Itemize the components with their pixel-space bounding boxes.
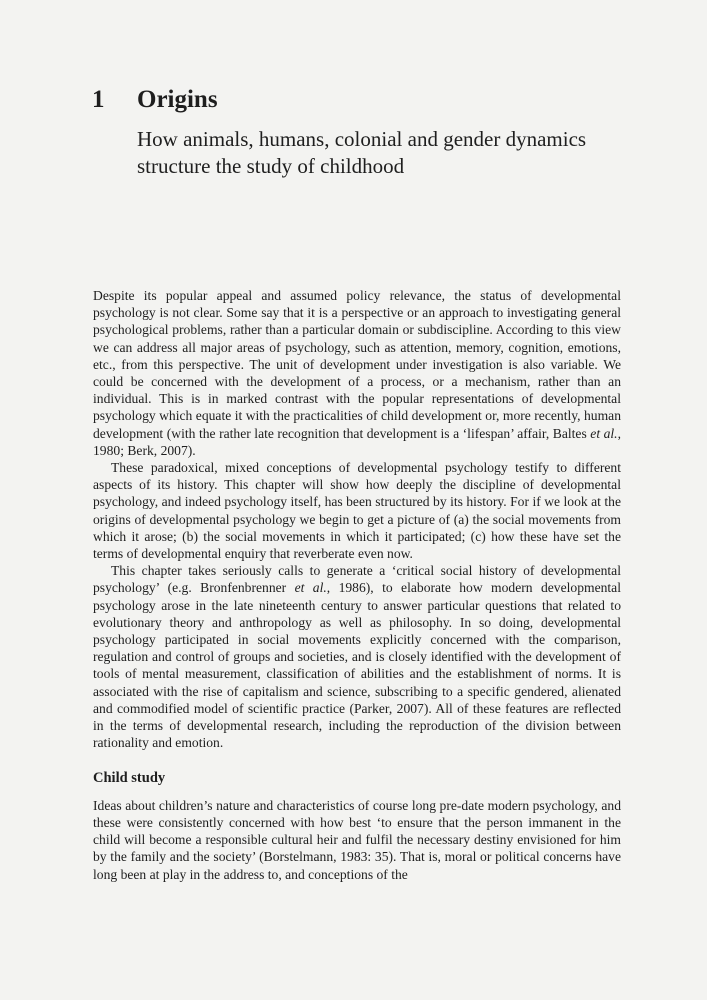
section-heading: Child study (93, 770, 166, 787)
paragraph-1: Despite its popular appeal and assumed policy relevance, the status of developmental psychology is not clear. Some say that it is a perspective or an approach to investigating general psychological problems, rather than a particular domain or subdiscipline. According to this view we can address all major areas of psychology, such as attention, memory, cognition, emotions, etc., from this perspective. The unit of development under investigation is also variable. We could be concerned with the development of a process, or a mechanism, rather than an individual. This is in marked contrast with the popular representations of developmental psychology which equate it with the practicalities of child development or, more recently, human development (with the rather late recognition that development is a ‘lifespan’ affair, Baltes et al., 1980; Berk, 2007). (93, 288, 621, 458)
paragraph-2: These paradoxical, mixed conceptions of developmental psychology testify to different aspects of its history. This chapter will show how deeply the discipline of developmental psychology, and indeed psychology itself, has been structured by its history. For if we look at the origins of developmental psychology we begin to get a picture of (a) the social movements from which it arose; (b) the social movements in which it participated; (c) how these have set the terms of developmental enquiry that reverberate even now. (93, 460, 621, 562)
section-paragraph: Ideas about children’s nature and characteristics of course long pre-date modern psychology, and these were consistently concerned with how best ‘to ensure that the person immanent in the child will become a responsible cultural heir and fulfil the necessary destiny envisioned for him by the family and the society’ (Borstelmann, 1983: 35). That is, moral or political concerns have long been at play in the address to, and conceptions of the (93, 797, 621, 882)
chapter-number: 1 (92, 86, 105, 113)
body-text (93, 287, 621, 883)
chapter-title: Origins (137, 86, 218, 113)
chapter-subtitle: How animals, humans, colonial and gender dynamics structure the study of childhood (137, 127, 587, 178)
chapter-heading (92, 86, 218, 114)
paragraph-3: This chapter takes seriously calls to generate a ‘critical social history of developmental psychology’ (e.g. Bronfenbrenner et al., 1986), to elaborate how modern developmental psychology arose in the late nineteenth century to answer particular questions that related to evolutionary theory and anthropology as well as philosophy. In so doing, developmental psychology participated in social movements explicitly concerned with the comparison, regulation and control of groups and societies, and is closely identified with the development of tools of mental measurement, classification of abilities and the establishment of norms. It is associated with the rise of capitalism and science, subscribing to a specific gendered, alienated and commodified model of scientific practice (Parker, 2007). All of these features are reflected in the terms of developmental research, including the reproduction of the division between rationality and emotion. (93, 563, 621, 751)
